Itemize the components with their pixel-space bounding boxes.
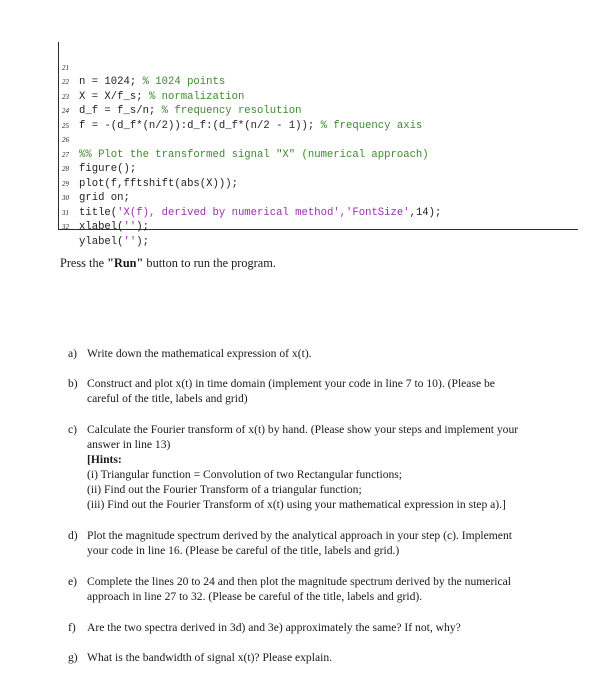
code-statement: xlabel( [79,221,124,233]
line-number: 29 [62,179,69,188]
hints-heading: [Hints: [87,453,122,466]
line-number: 30 [62,194,69,202]
question-f [68,620,573,635]
question-label: a) [68,347,78,360]
question-label: c) [68,423,78,436]
code-comment: % normalization [148,90,245,103]
question-text: What is the bandwidth of signal x(t)? Please explain. [87,651,333,664]
question-d [68,528,573,558]
line-number: 22 [62,78,69,86]
question-c [68,422,573,512]
question-text: Complete the lines 20 to 24 and then plot the magnitude spectrum derived by the numerical [87,575,512,588]
code-statement: n = 1024; [79,76,143,88]
question-text: careful of the title, labels and grid) [87,392,248,405]
code-string: '' [123,221,137,233]
code-comment: % frequency axis [320,119,423,132]
line-number: 27 [62,150,69,159]
line-number: 32 [62,223,69,231]
code-statement: figure(); [79,163,137,175]
question-b [68,376,573,406]
code-editor [58,42,578,248]
run-keyword: "Run" [107,256,144,270]
line-number: 31 [62,208,69,217]
question-g [68,650,573,665]
question-text: Plot the magnitude spectrum derived by the analytical approach in your step (c). Implement [87,529,512,542]
code-comment: % 1024 points [142,76,226,88]
hint-item: (iii) Find out the Fourier Transform of x(t) using your mathematical expression in step a).] [87,498,506,511]
question-label: f) [68,621,76,634]
question-label: e) [68,575,78,588]
code-statement: grid on; [79,192,130,204]
line-number: 24 [62,107,69,115]
code-statement: title( [79,206,118,219]
question-label: b) [68,377,78,390]
code-statement: X = X/f_s; [79,90,149,103]
question-text: Construct and plot x(t) in time domain (implement your code in line 7 to 10). (Please be [87,377,495,390]
question-label: g) [68,651,78,664]
code-string: '' [123,235,137,248]
code-statement: plot(f,fftshift(abs(X))); [79,177,238,190]
question-text: Calculate the Fourier transform of x(t) by hand. (Please show your steps and implement your [87,423,519,436]
code-statement: d_f = f_s/n; [79,105,162,117]
question-label: d) [68,529,78,542]
question-e [68,574,573,604]
question-text: Write down the mathematical expression of x(t). [87,347,312,360]
question-text: answer in line 13) [87,438,171,451]
line-number: 28 [62,165,69,173]
code-statement: ,14); [409,206,442,219]
code-string: 'X(f), derived by numerical method','FontSize' [117,206,410,219]
run-instruction: Press the "Run" button to run the program. [60,256,276,270]
line-number: 25 [62,121,69,130]
code-comment: % frequency resolution [161,105,302,117]
code-statement: ylabel( [79,235,124,248]
code-comment: %% Plot the transformed signal "X" (numerical approach) [79,148,429,161]
line-number: 26 [62,136,69,144]
question-text: Are the two spectra derived in 3d) and 3e) approximately the same? If not, why? [87,621,461,634]
question-a [68,346,573,361]
code-statement: ); [136,221,149,233]
hint-item: (ii) Find out the Fourier Transform of a triangular function; [87,483,362,496]
line-number: 21 [62,63,69,72]
question-text: your code in line 16. (Please be careful of the title, labels and grid.) [87,544,400,557]
question-text: approach in line 27 to 32. (Please be careful of the title, labels and grid). [87,590,423,603]
hint-item: (i) Triangular function = Convolution of two Rectangular functions; [87,468,403,481]
code-statement: ); [136,235,149,248]
code-statement: f = -(d_f*(n/2)):d_f:(d_f*(n/2 - 1)); [79,119,321,132]
line-number: 23 [62,92,69,101]
